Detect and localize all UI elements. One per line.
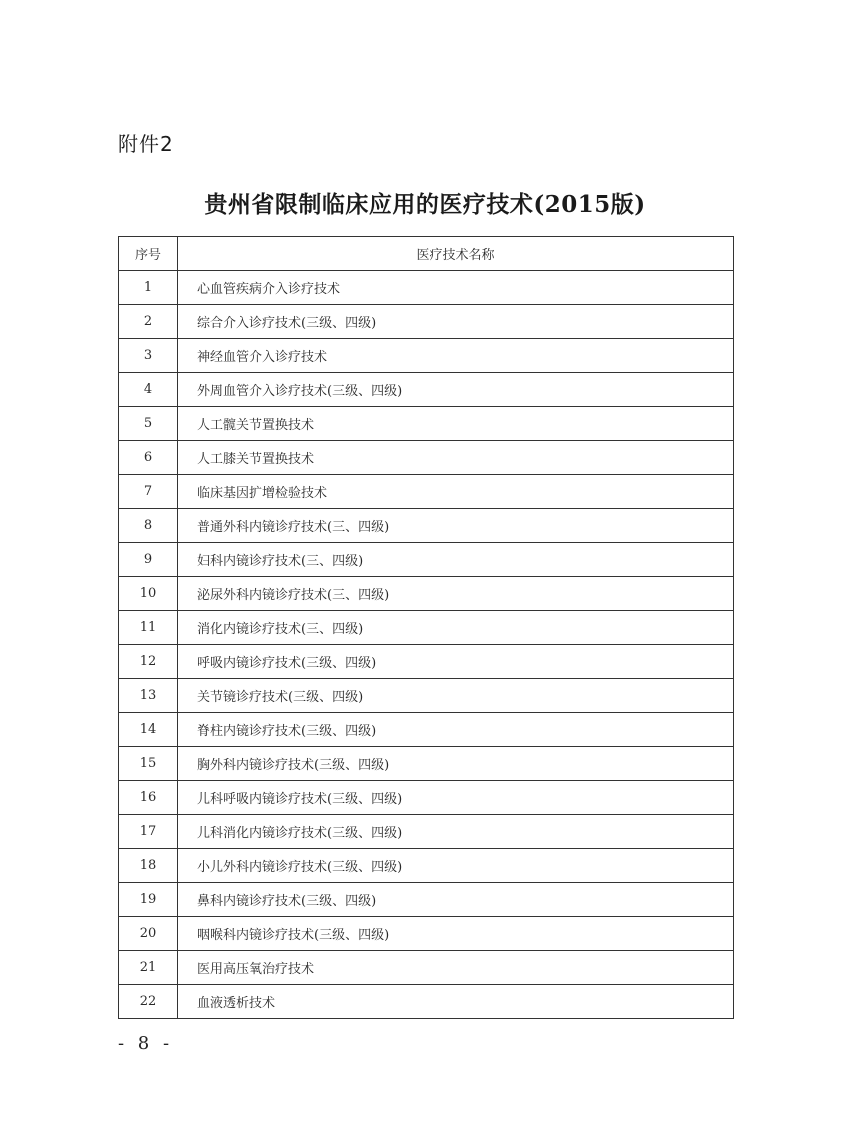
table-row	[119, 645, 734, 679]
row-technology-name: 脊柱内镜诊疗技术(三级、四级)	[178, 713, 734, 747]
table-row	[119, 917, 734, 951]
table-row	[119, 815, 734, 849]
row-technology-name: 外周血管介入诊疗技术(三级、四级)	[178, 373, 734, 407]
table-row	[119, 407, 734, 441]
row-serial-number: 15	[119, 747, 178, 781]
row-serial-number: 22	[119, 985, 178, 1019]
row-serial-number: 20	[119, 917, 178, 951]
table-row	[119, 679, 734, 713]
document-title: 贵州省限制临床应用的医疗技术(2015版)	[204, 191, 646, 218]
row-serial-number: 21	[119, 951, 178, 985]
table-row	[119, 509, 734, 543]
row-serial-number: 4	[119, 373, 178, 407]
row-serial-number: 11	[119, 611, 178, 645]
table-row	[119, 883, 734, 917]
row-technology-name: 呼吸内镜诊疗技术(三级、四级)	[178, 645, 734, 679]
row-technology-name: 心血管疾病介入诊疗技术	[178, 271, 734, 305]
table-row	[119, 271, 734, 305]
table-row	[119, 339, 734, 373]
row-serial-number: 16	[119, 781, 178, 815]
header-technology-name: 医疗技术名称	[178, 237, 734, 271]
row-technology-name: 咽喉科内镜诊疗技术(三级、四级)	[178, 917, 734, 951]
table-row	[119, 781, 734, 815]
header-serial-number: 序号	[119, 237, 178, 271]
attachment-label: 附件2	[118, 132, 174, 156]
table-row	[119, 305, 734, 339]
row-serial-number: 2	[119, 305, 178, 339]
row-serial-number: 19	[119, 883, 178, 917]
row-technology-name: 儿科呼吸内镜诊疗技术(三级、四级)	[178, 781, 734, 815]
medical-technology-table	[118, 236, 734, 1019]
row-technology-name: 神经血管介入诊疗技术	[178, 339, 734, 373]
row-technology-name: 鼻科内镜诊疗技术(三级、四级)	[178, 883, 734, 917]
row-serial-number: 13	[119, 679, 178, 713]
row-technology-name: 综合介入诊疗技术(三级、四级)	[178, 305, 734, 339]
row-technology-name: 儿科消化内镜诊疗技术(三级、四级)	[178, 815, 734, 849]
row-technology-name: 消化内镜诊疗技术(三、四级)	[178, 611, 734, 645]
row-technology-name: 小儿外科内镜诊疗技术(三级、四级)	[178, 849, 734, 883]
row-serial-number: 8	[119, 509, 178, 543]
row-technology-name: 普通外科内镜诊疗技术(三、四级)	[178, 509, 734, 543]
page-number: - 8 -	[118, 1033, 174, 1054]
table-row	[119, 475, 734, 509]
table-row	[119, 577, 734, 611]
row-serial-number: 1	[119, 271, 178, 305]
row-serial-number: 7	[119, 475, 178, 509]
table-row	[119, 951, 734, 985]
row-technology-name: 人工髋关节置换技术	[178, 407, 734, 441]
row-serial-number: 17	[119, 815, 178, 849]
row-technology-name: 胸外科内镜诊疗技术(三级、四级)	[178, 747, 734, 781]
row-serial-number: 14	[119, 713, 178, 747]
row-serial-number: 5	[119, 407, 178, 441]
table-row	[119, 747, 734, 781]
row-serial-number: 3	[119, 339, 178, 373]
row-technology-name: 妇科内镜诊疗技术(三、四级)	[178, 543, 734, 577]
table-row	[119, 543, 734, 577]
row-technology-name: 泌尿外科内镜诊疗技术(三、四级)	[178, 577, 734, 611]
table-row	[119, 611, 734, 645]
row-serial-number: 9	[119, 543, 178, 577]
table-row	[119, 985, 734, 1019]
table-body	[119, 271, 734, 1019]
table-row	[119, 441, 734, 475]
row-technology-name: 临床基因扩增检验技术	[178, 475, 734, 509]
row-technology-name: 人工膝关节置换技术	[178, 441, 734, 475]
row-serial-number: 18	[119, 849, 178, 883]
row-technology-name: 血液透析技术	[178, 985, 734, 1019]
table-header-row	[119, 237, 734, 271]
row-serial-number: 12	[119, 645, 178, 679]
row-technology-name: 关节镜诊疗技术(三级、四级)	[178, 679, 734, 713]
table-row	[119, 373, 734, 407]
row-technology-name: 医用高压氧治疗技术	[178, 951, 734, 985]
table-row	[119, 849, 734, 883]
row-serial-number: 10	[119, 577, 178, 611]
row-serial-number: 6	[119, 441, 178, 475]
table-row	[119, 713, 734, 747]
